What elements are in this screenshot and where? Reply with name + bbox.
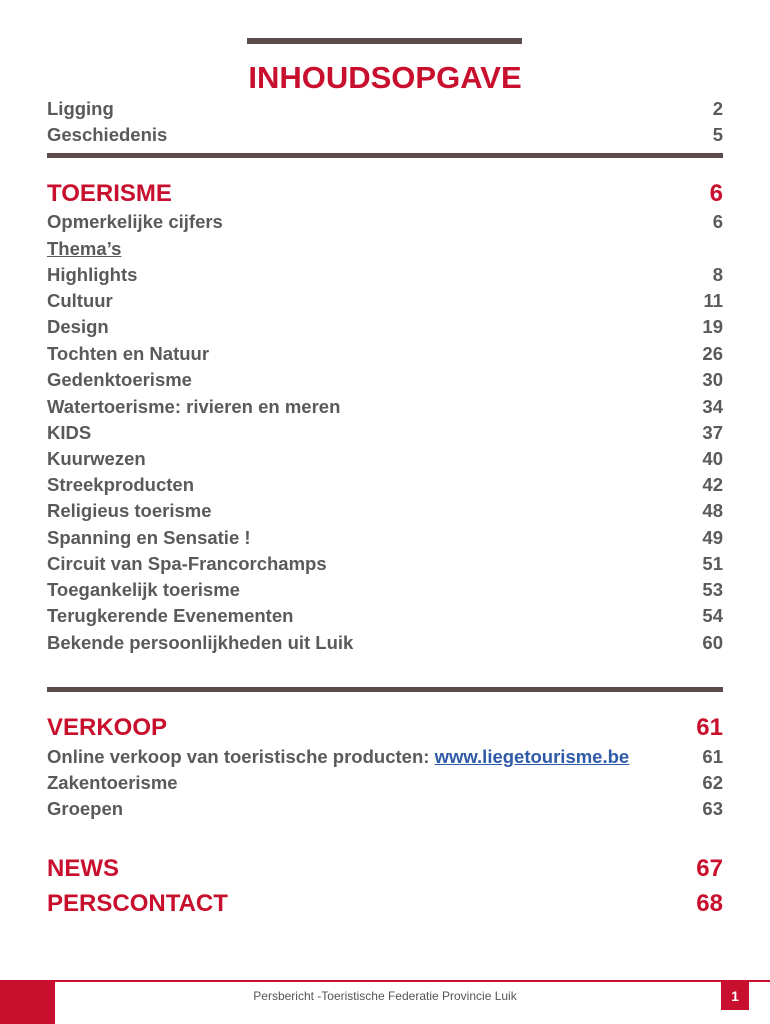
top-decorative-bar — [247, 38, 522, 44]
toc-entry-page: 30 — [702, 369, 723, 390]
toc-entry-opmerkelijke-cijfers[interactable] — [47, 211, 723, 233]
toc-section-news[interactable] — [47, 855, 723, 883]
toc-section-toerisme[interactable] — [47, 180, 723, 208]
toc-entry-page: 26 — [702, 343, 723, 364]
toc-entry-page: 5 — [712, 124, 723, 145]
section-page: 68 — [696, 890, 723, 917]
toc-entry-label — [47, 746, 629, 768]
toc-entry-page: 42 — [702, 474, 723, 495]
toc-entry-label: Terugkerende Evenementen — [47, 605, 294, 626]
toc-entry-label: Religieus toerisme — [47, 500, 212, 521]
toc-entry-page: 11 — [703, 290, 723, 311]
page-number-badge: 1 — [721, 982, 749, 1010]
toc-entry-label: Zakentoerisme — [47, 772, 178, 793]
toc-entry-page: 61 — [702, 746, 723, 767]
toc-entry-cultuur[interactable] — [47, 290, 723, 312]
toc-entry-kuurwezen[interactable] — [47, 448, 723, 470]
toc-entry-streekproducten[interactable] — [47, 474, 723, 496]
toc-entry-page: 8 — [712, 264, 723, 285]
toc-entry-page: 53 — [702, 579, 723, 600]
toc-entry-circuit-spa-francorchamps[interactable] — [47, 553, 723, 575]
toc-entry-label: Streekproducten — [47, 474, 195, 495]
toc-entry-label: Spanning en Sensatie ! — [47, 527, 251, 548]
toc-entry-page: 19 — [702, 316, 723, 337]
toc-entry-terugkerende-evenementen[interactable] — [47, 605, 723, 627]
toc-entry-label: Gedenktoerisme — [47, 369, 192, 390]
toc-entry-design[interactable] — [47, 316, 723, 338]
toc-entry-geschiedenis[interactable] — [47, 124, 723, 146]
section-page: 61 — [696, 714, 723, 741]
section-page: 67 — [696, 855, 723, 882]
toc-entry-page: 37 — [702, 422, 723, 443]
toc-entry-page: 48 — [702, 500, 723, 521]
page-title: INHOUDSOPGAVE — [248, 60, 522, 95]
toc-entry-spanning-en-sensatie[interactable] — [47, 527, 723, 549]
toc-entry-groepen[interactable] — [47, 798, 723, 820]
toc-entry-tochten-en-natuur[interactable] — [47, 343, 723, 365]
section-divider — [47, 687, 723, 692]
toc-entry-label: Tochten en Natuur — [47, 343, 210, 364]
toc-entry-watertoerisme[interactable] — [47, 396, 723, 418]
footer-divider — [55, 980, 770, 982]
toc-subheading-themas — [47, 238, 723, 260]
toc-entry-online-verkoop[interactable] — [47, 746, 723, 768]
toc-entry-page: 34 — [702, 396, 723, 417]
toc-entry-page: 62 — [702, 772, 723, 793]
toc-entry-label: Kuurwezen — [47, 448, 146, 469]
toc-entry-page: 51 — [702, 553, 723, 574]
toc-entry-label: Toegankelijk toerisme — [47, 579, 240, 600]
toc-entry-page: 60 — [702, 632, 723, 653]
section-divider — [47, 153, 723, 158]
toc-entry-page: 54 — [702, 605, 723, 626]
toc-entry-label: KIDS — [47, 422, 92, 443]
section-label: VERKOOP — [47, 714, 168, 741]
toc-entry-ligging[interactable] — [47, 98, 723, 120]
toc-entry-label: Groepen — [47, 798, 124, 819]
section-page: 6 — [709, 180, 723, 207]
online-verkoop-text: Online verkoop van toeristische producten: — [47, 746, 435, 767]
section-label: NEWS — [47, 855, 119, 882]
footer-text: Persbericht -Toeristische Federatie Provincie Luik — [253, 989, 517, 1003]
toc-entry-gedenktoerisme[interactable] — [47, 369, 723, 391]
toc-entry-religieus-toerisme[interactable] — [47, 500, 723, 522]
toc-subheading-label: Thema’s — [47, 238, 122, 259]
toc-entry-kids[interactable] — [47, 422, 723, 444]
toc-section-verkoop[interactable] — [47, 714, 723, 742]
toc-entry-page: 40 — [702, 448, 723, 469]
toc-entry-page: 2 — [712, 98, 723, 119]
toc-entry-label: Design — [47, 316, 109, 337]
section-label: PERSCONTACT — [47, 890, 228, 917]
toc-entry-page: 49 — [702, 527, 723, 548]
toc-entry-toegankelijk-toerisme[interactable] — [47, 579, 723, 601]
toc-entry-label: Circuit van Spa-Francorchamps — [47, 553, 327, 574]
liegetourisme-link[interactable]: www.liegetourisme.be — [434, 746, 630, 767]
section-label: TOERISME — [47, 180, 172, 207]
toc-entry-label: Highlights — [47, 264, 138, 285]
toc-entry-label: Cultuur — [47, 290, 113, 311]
toc-entry-label: Watertoerisme: rivieren en meren — [47, 396, 341, 417]
toc-entry-highlights[interactable] — [47, 264, 723, 286]
toc-entry-label: Bekende persoonlijkheden uit Luik — [47, 632, 354, 653]
toc-entry-label: Ligging — [47, 98, 114, 119]
toc-entry-bekende-persoonlijkheden[interactable] — [47, 632, 723, 654]
toc-entry-page: 6 — [712, 211, 723, 232]
toc-entry-label: Geschiedenis — [47, 124, 168, 145]
toc-entry-page: 63 — [702, 798, 723, 819]
toc-entry-zakentoerisme[interactable] — [47, 772, 723, 794]
toc-entry-label: Opmerkelijke cijfers — [47, 211, 223, 232]
toc-section-perscontact[interactable] — [47, 890, 723, 918]
